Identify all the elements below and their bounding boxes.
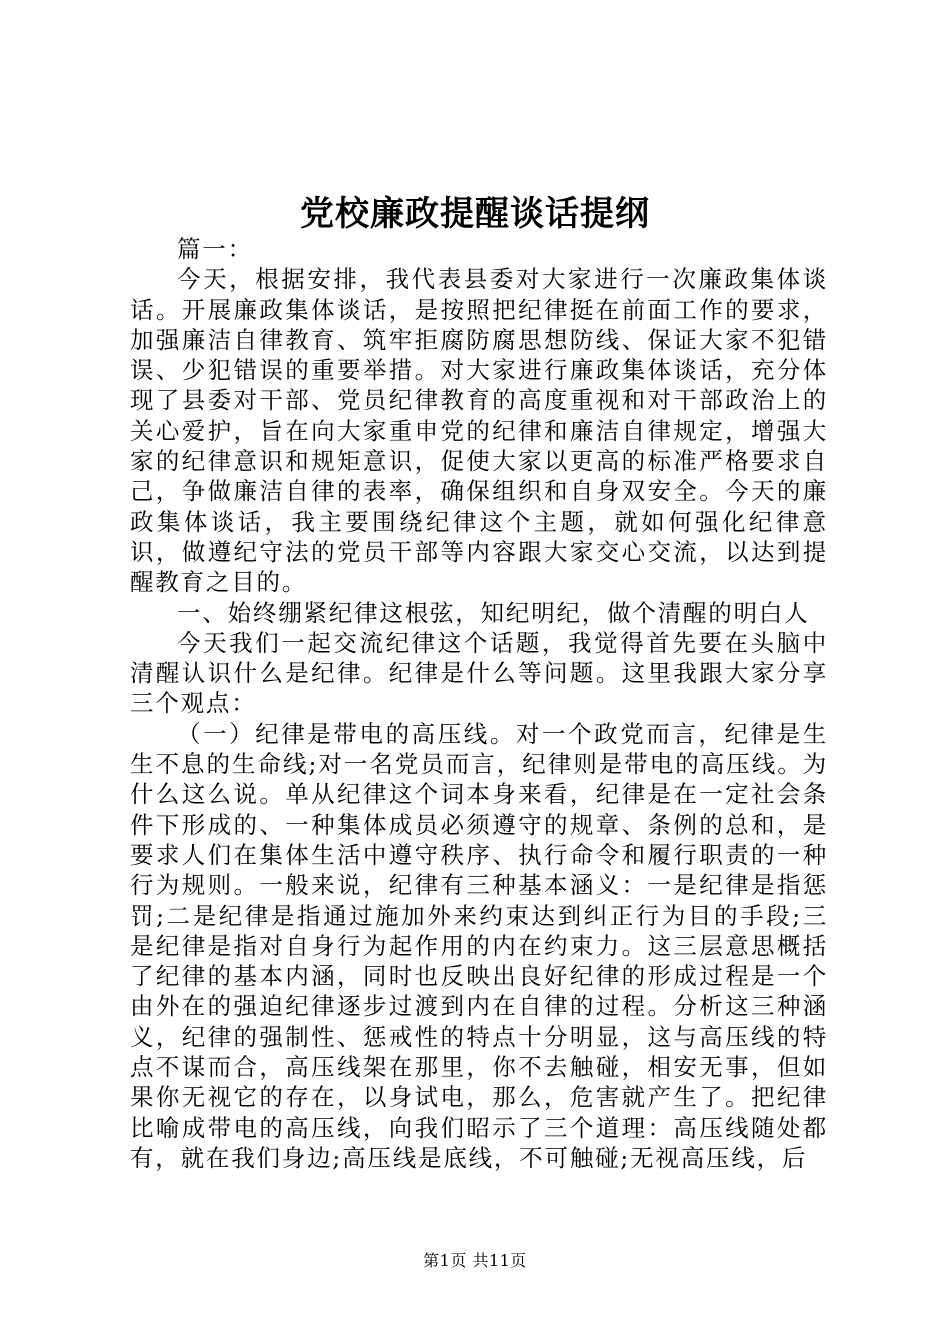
page-number-footer: 第1页 共11页 <box>423 1251 527 1270</box>
section-heading: 一、始终绷紧纪律这根弦，知纪明纪，做个清醒的明白人 <box>177 598 810 627</box>
paragraph: 今天，根据安排，我代表县委对大家进行一次廉政集体谈话。开展廉政集体谈话，是按照把纪律挺在前面工作的要求，加强廉洁自律教育、筑牢拒腐防腐思想防线、保证大家不犯错误、少犯错误的重要举措。对大家进行廉政集体谈话，充分体现了县委对干部、党员纪律教育的高度重视和对干部政治上的关心爱护，旨在向大家重申党的纪律和廉洁自律规定，增强大家的纪律意识和规矩意识，促使大家以更高的标准严格要求自己，争做廉洁自律的表率，确保组织和自身双安全。今天的廉政集体谈话，我主要围绕纪律这个主题，就如何强化纪律意识，做遵纪守法的党员干部等内容跟大家交心交流，以达到提醒教育之目的。 <box>130 265 828 597</box>
document-body <box>130 234 828 1173</box>
document-title: 党校廉政提醒谈话提纲 <box>300 194 650 234</box>
paragraph: （一）纪律是带电的高压线。对一个政党而言，纪律是生生不息的生命线;对一名党员而言，纪律则是带电的高压线。为什么这么说。单从纪律这个词本身来看，纪律是在一定社会条件下形成的、一种集体成员必须遵守的规章、条例的总和，是要求人们在集体生活中遵守秩序、执行命令和履行职责的一种行为规则。一般来说，纪律有三种基本涵义：一是纪律是指惩罚;二是纪律是指通过施加外来约束达到纠正行为目的手段;三是纪律是指对自身行为起作用的内在约束力。这三层意思概括了纪律的基本内涵，同时也反映出良好纪律的形成过程是一个由外在的强迫纪律逐步过渡到内在自律的过程。分析这三种涵义，纪律的强制性、惩戒性的特点十分明显，这与高压线的特点不谋而合，高压线架在那里，你不去触碰，相安无事，但如果你无视它的存在，以身试电，那么，危害就产生了。把纪律比喻成带电的高压线，向我们昭示了三个道理：高压线随处都有，就在我们身边;高压线是底线，不可触碰;无视高压线，后 <box>130 719 828 1172</box>
section-label: 篇一： <box>177 235 253 263</box>
paragraph: 今天我们一起交流纪律这个话题，我觉得首先要在头脑中清醒认识什么是纪律。纪律是什么等问题。这里我跟大家分享三个观点： <box>130 628 828 718</box>
